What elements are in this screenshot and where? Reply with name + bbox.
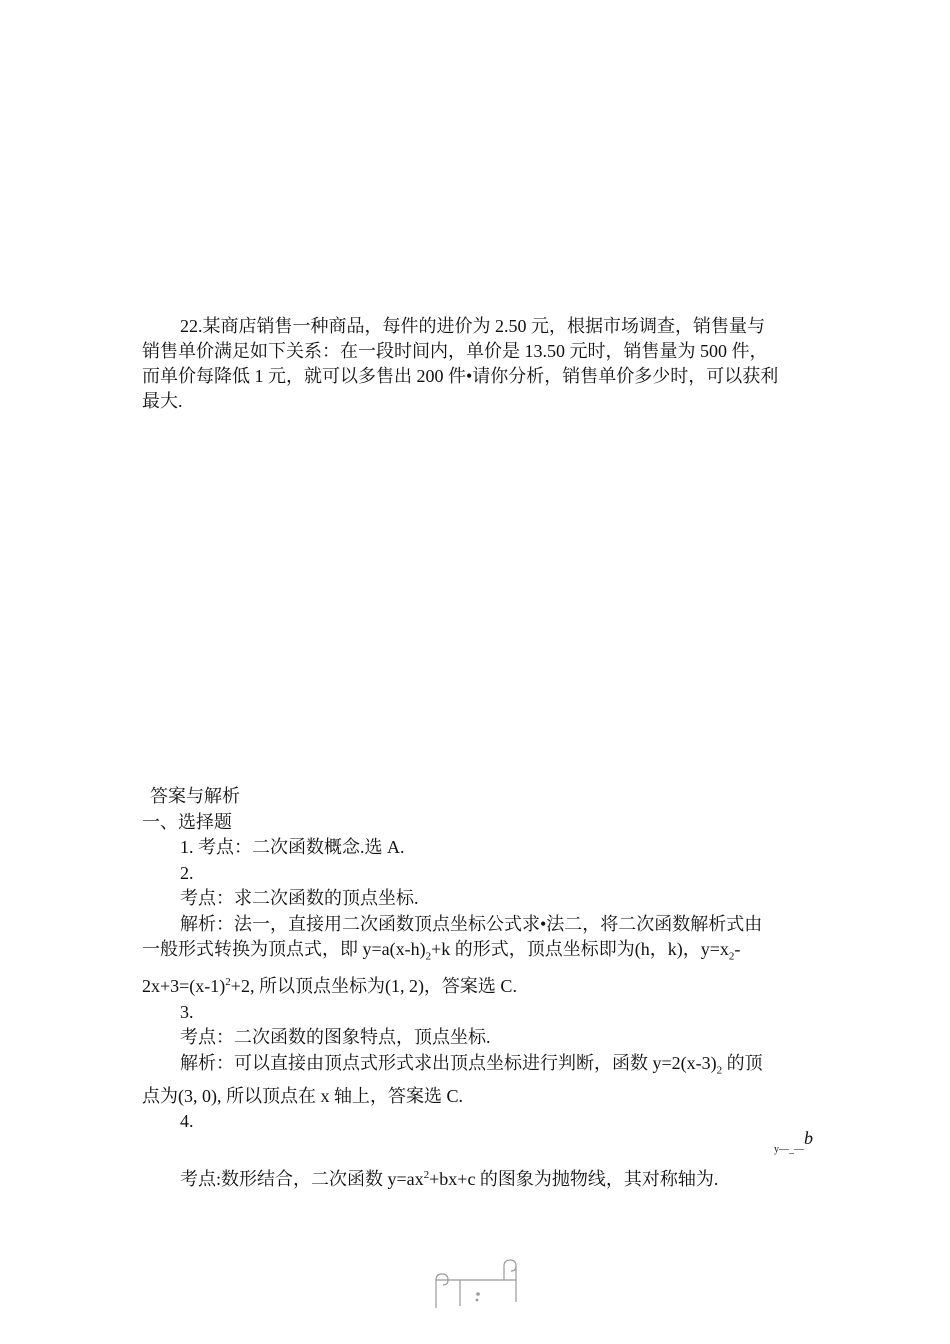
answer-3-analysis-line-2: 点为(3, 0), 所以顶点在 x 轴上，答案选 C. bbox=[142, 1085, 463, 1106]
answer-3-analysis-line-1: 解析：可以直接由顶点式形式求出顶点坐标进行判断，函数 $y=2(x-3)_2$ 的顶 bbox=[180, 1052, 763, 1077]
section-heading: 一、选择题 bbox=[142, 811, 232, 832]
answer-1: 1. 考点：二次函数概念.选 A. bbox=[180, 837, 405, 857]
answer-2-analysis-line-3: $2x+3=(x-1)^2+2$, 所以顶点坐标为(1, 2)，答案选 C. bbox=[142, 976, 517, 997]
answers-title: 答案与解析 bbox=[150, 786, 240, 806]
axis-formula bbox=[774, 1128, 818, 1158]
answers-section bbox=[142, 784, 810, 1192]
answer-2-analysis-line-2: 一般形式转换为顶点式，即 $y=a(x-h)_2+k$ 的形式，顶点坐标即为(h，k)，$y=x_2-$ bbox=[142, 939, 741, 963]
answer-4-point: 考点:数形结合，二次函数 $y=ax^2+bx+c$ 的图象为抛物线，其对称轴为. bbox=[180, 1168, 719, 1189]
answer-2-point: 考点：求二次函数的顶点坐标. bbox=[180, 888, 419, 908]
answer-2-analysis-line-1: 解析：法一，直接用二次函数顶点坐标公式求•法二，将二次函数解析式由 bbox=[180, 913, 763, 934]
question-22-line-4: 最大. bbox=[142, 391, 183, 411]
scroll-decoration-icon bbox=[430, 1258, 522, 1310]
formula-b: b bbox=[804, 1128, 813, 1148]
question-22-line-3: 而单价每降低 1 元，就可以多售出 200 件•请你分析，销售单价多少时，可以获利 bbox=[142, 366, 779, 386]
formula-y: y—_— bbox=[774, 1144, 804, 1155]
answer-3-number: 3. bbox=[180, 1001, 194, 1022]
question-22-line-2: 销售单价满足如下关系：在一段时间内，单价是 13.50 元时，销售量为 500 件， bbox=[142, 341, 768, 361]
question-22-line-1: 22.某商店销售一种商品，每件的进价为 2.50 元，根据市场调查，销售量与 bbox=[180, 316, 765, 336]
answer-3-point: 考点：二次函数的图象特点，顶点坐标. bbox=[180, 1027, 491, 1048]
question-22 bbox=[142, 314, 810, 414]
answer-2-number: 2. bbox=[180, 862, 194, 883]
spacer bbox=[142, 1135, 810, 1163]
answer-4-number: 4. bbox=[180, 1111, 194, 1132]
